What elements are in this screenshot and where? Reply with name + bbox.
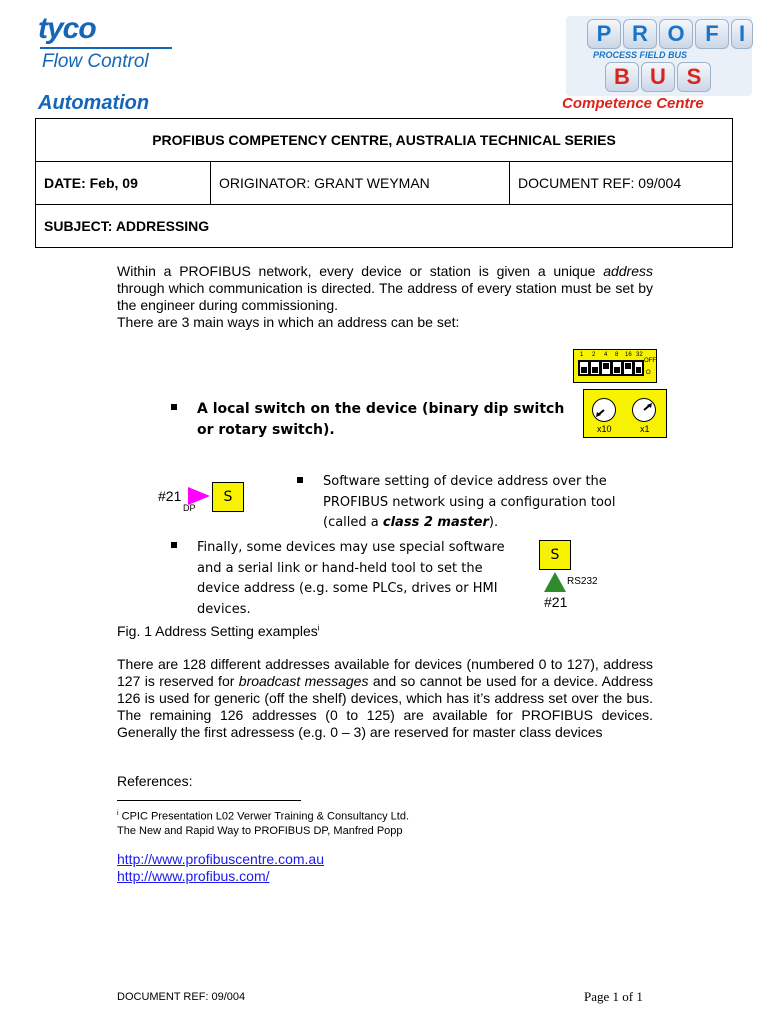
dip-on-label: O <box>646 370 651 376</box>
body-emphasis: broadcast messages <box>238 673 369 689</box>
dip-knob <box>636 367 641 373</box>
rotary-dial-icon <box>632 398 656 422</box>
document-header-table <box>35 118 733 248</box>
rotary-x1-label: x1 <box>640 424 650 434</box>
intro-emphasis: address <box>603 263 653 279</box>
profibus-letter: I <box>731 19 753 49</box>
automation-logo-text: Automation <box>38 92 150 114</box>
rs232-label: RS232 <box>567 576 598 587</box>
bullet-text: A local switch on the device (binary dip switch <box>197 401 565 417</box>
dip-knob <box>592 367 598 373</box>
competence-centre-text: Competence Centre <box>562 95 704 112</box>
caption-text: Fig. 1 Address Setting examples <box>117 623 318 639</box>
profibus-letter: B <box>605 62 639 92</box>
bullet-icon <box>171 542 177 548</box>
page-number: Page 1 of 1 <box>584 989 643 1004</box>
profibuscentre-link[interactable]: http://www.profibuscentre.com.au <box>117 851 324 867</box>
originator-cell: ORIGINATOR: GRANT WEYMAN <box>211 162 510 205</box>
dip-number: 8 <box>615 352 619 358</box>
rotary-x10-label: x10 <box>597 424 612 434</box>
dip-number: 2 <box>592 352 596 358</box>
body-text: There are 128 different addresses available for devices (numbered 0 to 127), address 127 is reserved for <box>117 656 653 689</box>
bullet-software-setting <box>323 472 659 534</box>
dip-knob <box>581 367 587 373</box>
references-heading: References: <box>117 773 193 789</box>
rotary-switch-graphic <box>583 389 667 438</box>
subject-cell: SUBJECT: ADDRESSING <box>36 205 733 248</box>
station-box: S <box>539 540 571 570</box>
bullet-emphasis: class 2 master <box>382 515 489 530</box>
flow-control-logo-text: Flow Control <box>42 51 149 72</box>
profibus-tagline: PROCESS FIELD BUS <box>593 50 688 60</box>
address-label: #21 <box>544 594 568 610</box>
date-cell: DATE: Feb, 09 <box>36 162 211 205</box>
bullet-text: ). <box>488 515 499 530</box>
document-ref-cell: DOCUMENT REF: 09/004 <box>510 162 733 205</box>
profibus-letter: O <box>659 19 693 49</box>
dp-label: DP <box>183 503 196 513</box>
footnote-divider <box>117 800 301 801</box>
body-text: and so cannot be used for a device. Address 126 is used for generic (off the shelf) devices, which has it’s address set over the bus. The remaining 126 addresses (0 to 125) are available for PROFIBUS devices. Generally the first adressess (e.g. 0 – 3) are reserved for master class devices <box>117 673 653 740</box>
dip-switch-graphic <box>573 349 657 383</box>
dip-number: 32 <box>636 352 643 358</box>
reference-links <box>117 851 324 885</box>
green-arrow-icon <box>542 570 568 594</box>
profibus-letter: U <box>641 62 675 92</box>
footnote <box>117 807 409 838</box>
bullet-icon <box>297 477 303 483</box>
dial-arrow-icon <box>593 399 615 421</box>
intro-ways-text: There are 3 main ways in which an address can be set: <box>117 314 460 330</box>
intro-paragraph <box>117 263 653 331</box>
profibus-link[interactable]: http://www.profibus.com/ <box>117 868 270 884</box>
dip-number: 1 <box>580 352 584 358</box>
bullet-special-software: Finally, some devices may use special software and a serial link or hand-held tool to set the device address (e.g. some PLCs, drives or HMI devices. <box>197 540 505 617</box>
addresses-paragraph <box>117 656 653 741</box>
figure-caption <box>117 623 320 639</box>
intro-text: through which communication is directed. The address of every station must be set by the engineer during commissioning. <box>117 280 653 313</box>
footnote-marker: i <box>117 810 119 817</box>
tyco-logo: tyco <box>38 12 96 45</box>
logo-divider <box>40 47 172 49</box>
profibus-letter: R <box>623 19 657 49</box>
bullet-text: Software setting of device address over the PROFIBUS network using a configuration tool (called a <box>323 474 616 530</box>
profibus-letter: F <box>695 19 729 49</box>
bullet-icon <box>171 404 177 410</box>
dip-knob <box>625 363 631 369</box>
dip-number: 16 <box>625 352 632 358</box>
series-title: PROFIBUS COMPETENCY CENTRE, AUSTRALIA TECHNICAL SERIES <box>36 119 733 162</box>
dip-off-label: OFF <box>644 358 656 364</box>
footnote-text: CPIC Presentation L02 Verwer Training & Consultancy Ltd. <box>118 810 409 823</box>
footnote-text: The New and Rapid Way to PROFIBUS DP, Manfred Popp <box>117 824 403 837</box>
dip-knob <box>603 363 609 369</box>
dip-knob <box>614 367 620 373</box>
intro-text: Within a PROFIBUS network, every device or station is given a unique <box>117 263 604 279</box>
profibus-letter: P <box>587 19 621 49</box>
dip-toggles <box>578 360 644 376</box>
footer-document-ref: DOCUMENT REF: 09/004 <box>117 991 246 1003</box>
station-box: S <box>212 482 244 512</box>
rotary-dial-icon <box>592 398 616 422</box>
footnote-marker: i <box>317 623 320 633</box>
dial-arrow-icon <box>633 399 655 421</box>
dip-number: 4 <box>604 352 608 358</box>
profibus-letter: S <box>677 62 711 92</box>
bullet-text: or rotary switch). <box>197 422 335 438</box>
address-label: #21 <box>158 488 182 504</box>
bullet-local-switch <box>197 399 564 441</box>
